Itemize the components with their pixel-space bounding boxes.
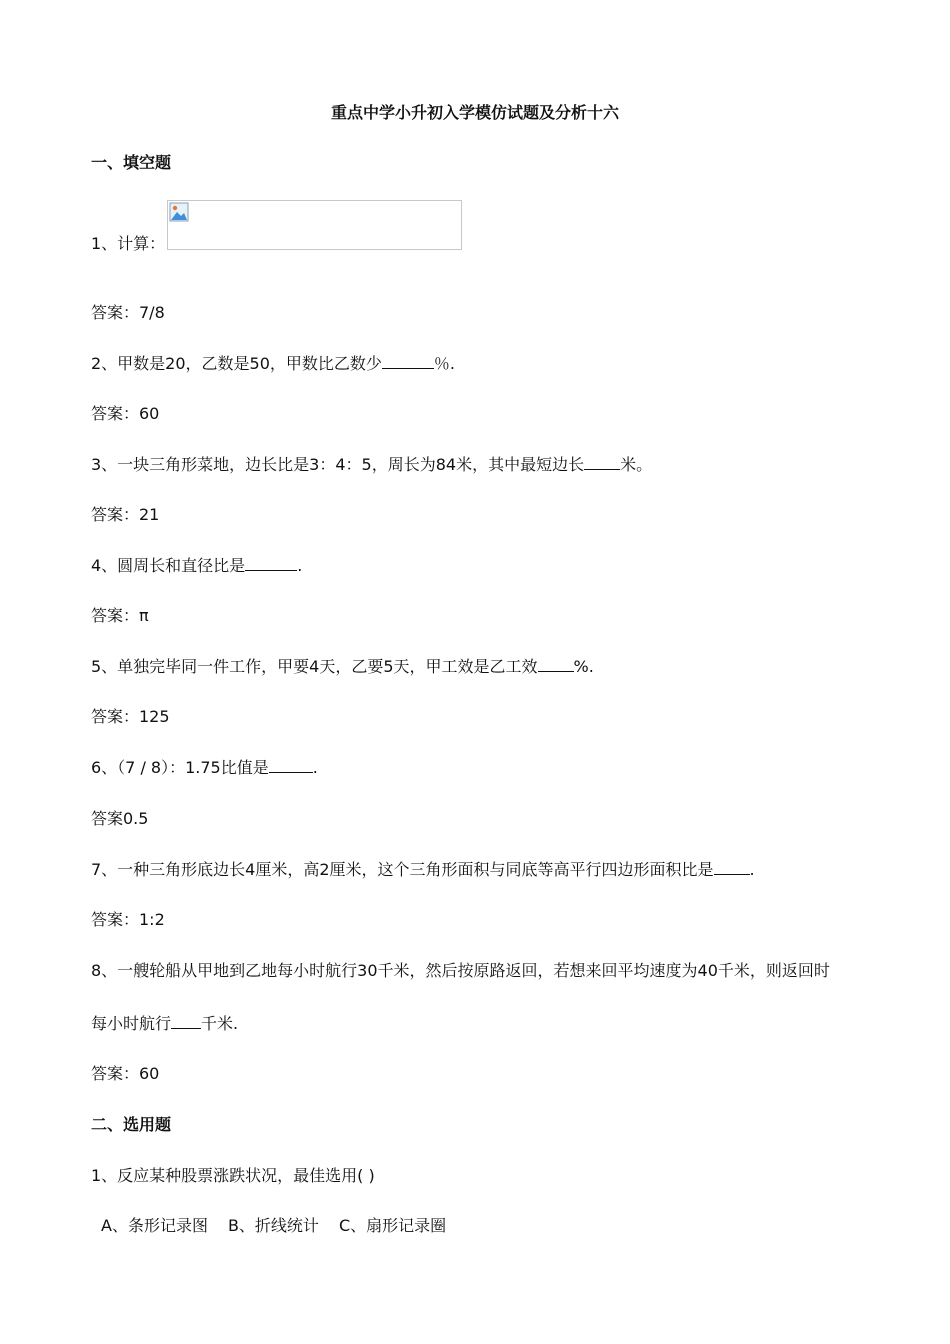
question-4-end: . bbox=[297, 556, 303, 575]
answer-blank bbox=[584, 454, 620, 470]
question-3 bbox=[91, 454, 652, 476]
answer-blank bbox=[171, 1013, 201, 1029]
question-6-end: . bbox=[312, 758, 318, 777]
answer-blank bbox=[245, 555, 297, 571]
question-5 bbox=[91, 656, 594, 678]
option-b: B、折线统计 bbox=[227, 1216, 319, 1235]
question-6 bbox=[91, 757, 318, 779]
section-heading-multiple-choice: 二、选用题 bbox=[91, 1115, 172, 1134]
answer-4: 答案：π bbox=[91, 606, 149, 625]
answer-blank bbox=[382, 353, 434, 369]
answer-blank bbox=[714, 859, 750, 875]
question-8-unit: 千米. bbox=[201, 1014, 239, 1033]
answer-blank bbox=[538, 656, 574, 672]
answer-5: 答案：125 bbox=[91, 707, 170, 726]
page-title: 重点中学小升初入学模仿试题及分析十六 bbox=[330, 103, 619, 122]
option-a: A、条形记录图 bbox=[101, 1216, 208, 1235]
question-2-text: 2、甲数是20，乙数是50，甲数比乙数少 bbox=[91, 354, 382, 373]
answer-3: 答案：21 bbox=[91, 505, 160, 524]
answer-8: 答案：60 bbox=[91, 1064, 160, 1083]
question-3-unit: 米。 bbox=[620, 455, 653, 474]
formula-image-placeholder bbox=[167, 200, 462, 250]
question-8-line-1: 8、一艘轮船从甲地到乙地每小时航行30千米，然后按原路返回，若想来回平均速度为40千米，则返回时 bbox=[91, 961, 830, 980]
answer-7: 答案：1:2 bbox=[91, 910, 165, 929]
question-1: 1、计算： bbox=[91, 234, 166, 253]
answer-6: 答案0.5 bbox=[91, 809, 149, 828]
question-6-text: 6、（7 / 8）：1.75比值是 bbox=[91, 758, 269, 777]
question-5-unit: %. bbox=[573, 657, 594, 676]
question-5-text: 5、单独完毕同一件工作，甲要4天，乙要5天，甲工效是乙工效 bbox=[91, 657, 538, 676]
option-c: C、扇形记录圈 bbox=[338, 1216, 447, 1235]
answer-blank bbox=[269, 757, 313, 773]
answer-1: 答案：7/8 bbox=[91, 303, 165, 322]
section-heading-fill-blank: 一、填空题 bbox=[91, 153, 172, 172]
question-3-text: 3、一块三角形菜地，边长比是3：4：5，周长为84米，其中最短边长 bbox=[91, 455, 585, 474]
question-4 bbox=[91, 555, 302, 577]
choice-options bbox=[101, 1215, 466, 1237]
question-7-text: 7、一种三角形底边长4厘米，高2厘米，这个三角形面积与同底等高平行四边形面积比是 bbox=[91, 860, 714, 879]
question-8-text: 每小时航行 bbox=[91, 1014, 172, 1033]
question-4-text: 4、圆周长和直径比是 bbox=[91, 556, 246, 575]
broken-image-icon bbox=[169, 202, 189, 222]
answer-2: 答案：60 bbox=[91, 404, 160, 423]
question-8-line-2 bbox=[91, 1013, 238, 1035]
question-2 bbox=[91, 353, 455, 375]
choice-question-1: 1、反应某种股票涨跌状况，最佳选用( ) bbox=[91, 1166, 375, 1185]
question-2-unit: ％. bbox=[433, 354, 455, 373]
question-7-end: . bbox=[749, 860, 755, 879]
question-7 bbox=[91, 859, 755, 881]
